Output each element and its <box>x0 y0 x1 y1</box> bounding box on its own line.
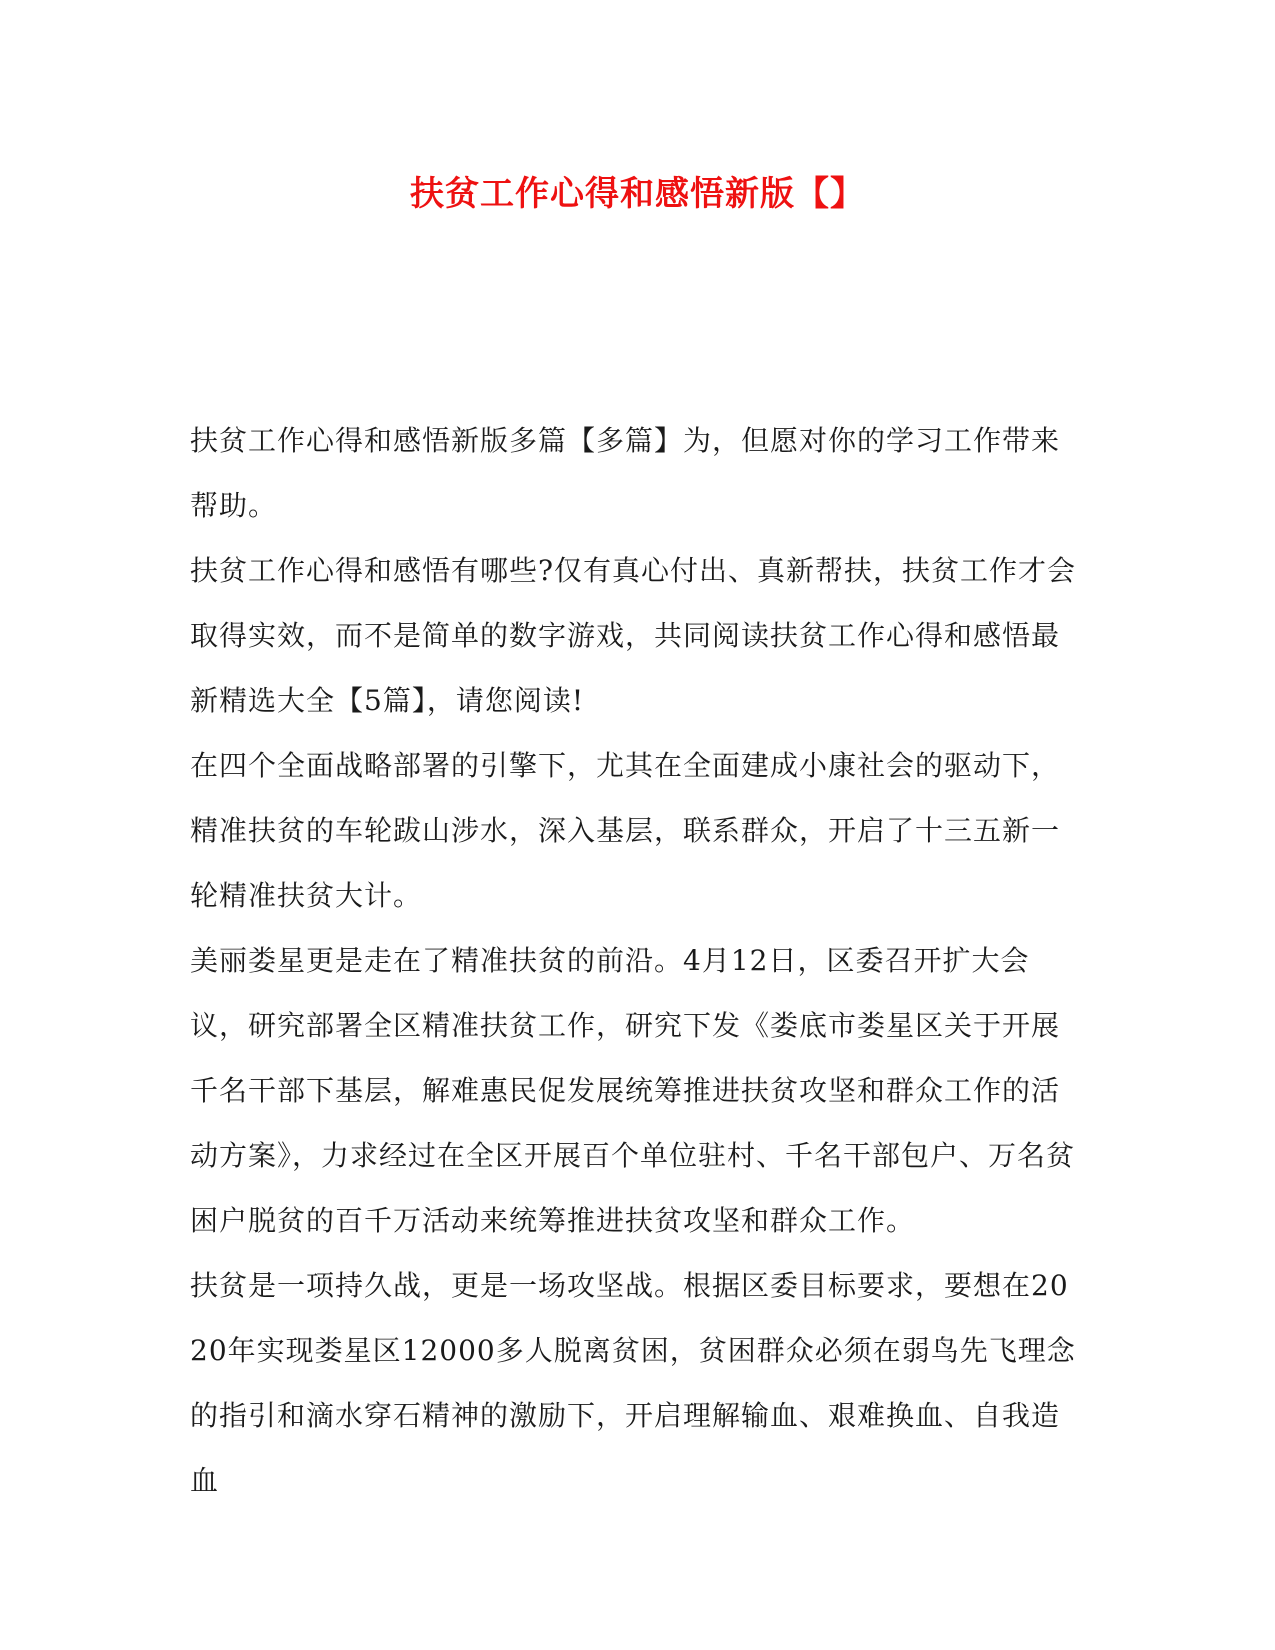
paragraph-campaign: 扶贫是一项持久战，更是一场攻坚战。根据区委目标要求，要想在2020年实现娄星区12000多人脱离贫困，贫困群众必须在弱鸟先飞理念的指引和滴水穿石精神的激励下，开启理解输血、艰难换血、自我造血 <box>190 1269 1076 1497</box>
paragraph-strategy: 在四个全面战略部署的引擎下，尤其在全面建成小康社会的驱动下，精准扶贫的车轮跋山涉水，深入基层，联系群众，开启了十三五新一轮精准扶贫大计。 <box>190 749 1061 912</box>
paragraph-intro: 扶贫工作心得和感悟新版多篇【多篇】为，但愿对你的学习工作带来帮助。 <box>190 424 1061 522</box>
document-body <box>190 408 1086 1513</box>
paragraph-question: 扶贫工作心得和感悟有哪些?仅有真心付出、真新帮扶，扶贫工作才会取得实效，而不是简单的数字游戏，共同阅读扶贫工作心得和感悟最新精选大全【5篇】，请您阅读! <box>190 554 1077 717</box>
document-title: 扶贫工作心得和感悟新版【】 <box>410 174 865 214</box>
paragraph-louxing: 美丽娄星更是走在了精准扶贫的前沿。4月12日，区委召开扩大会议，研究部署全区精准扶贫工作，研究下发《娄底市娄星区关于开展千名干部下基层，解难惠民促发展统筹推进扶贫攻坚和群众工作的活动方案》，力求经过在全区开展百个单位驻村、千名干部包户、万名贫困户脱贫的百千万活动来统筹推进扶贫攻坚和群众工作。 <box>190 944 1076 1237</box>
